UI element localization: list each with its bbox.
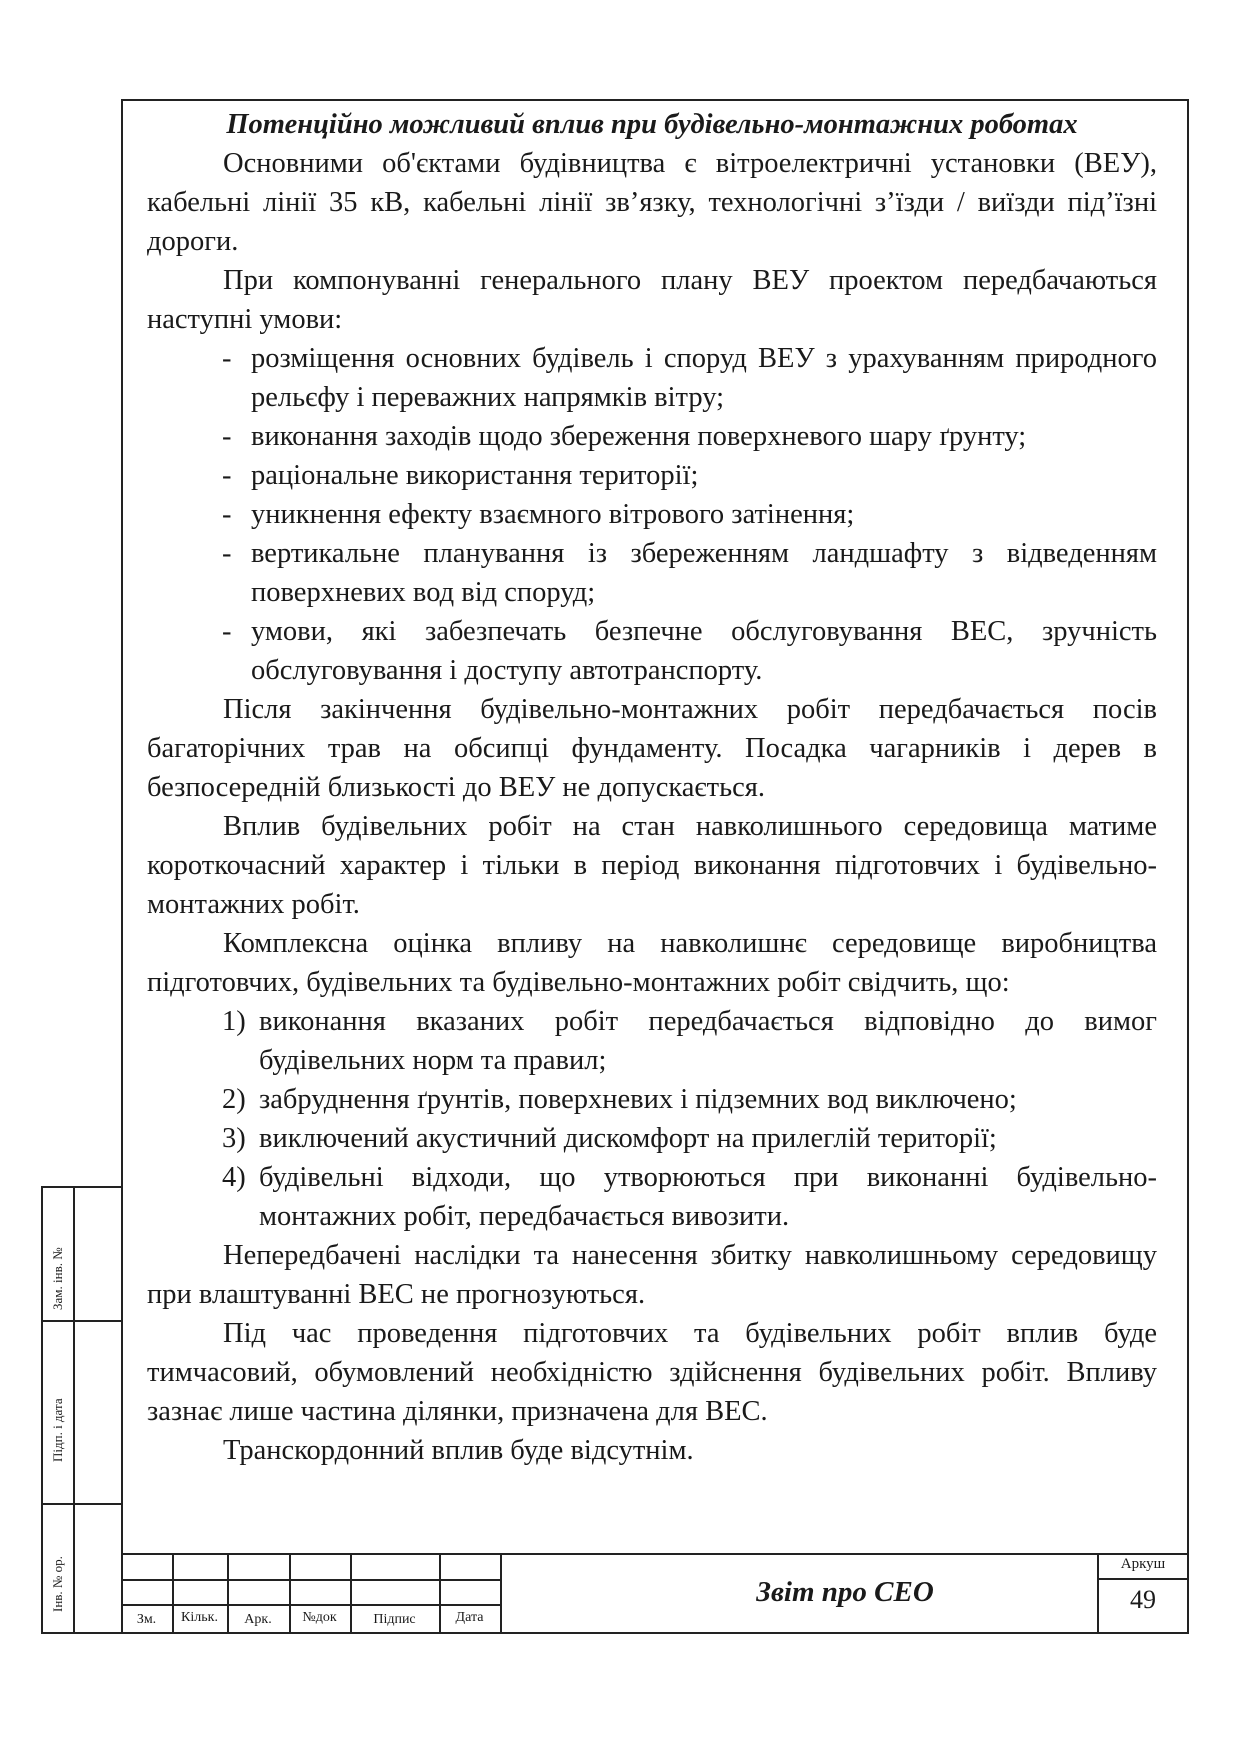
list-item: 1) виконання вказаних робіт передбачається відповідно до вимог будівельних норм та правил; [222, 1006, 1157, 1076]
paragraph-1: Основними об'єктами будівництва є вітроелектричні установки (ВЕУ), кабельні лінії 35 кВ, кабельні лінії зв’язку, технологічні з’їзди / виїзди під’їзні дороги. [147, 148, 1157, 257]
col-kilk: Кільк. [181, 1610, 218, 1625]
side-divider [73, 1186, 75, 1634]
side-divider [41, 1503, 123, 1505]
col-data: Дата [455, 1610, 484, 1625]
sheet-number: 49 [1130, 1585, 1156, 1614]
list-item: - виконання заходів щодо збереження поверхневого шару ґрунту; [222, 421, 1027, 452]
col-ark: Арк. [244, 1612, 272, 1627]
sheet-label: Аркуш [1120, 1556, 1166, 1572]
conditions-list [147, 339, 1157, 690]
paragraph-6: Непередбачені наслідки та нанесення збитку навколишньому середовищу при влаштуванні ВЕС не прогнозуються. [147, 1240, 1157, 1310]
list-item: 3) виключений акустичний дискомфорт на прилеглій території; [222, 1123, 997, 1154]
paragraph-8: Транскордонний вплив буде відсутнім. [223, 1435, 694, 1466]
list-item: - умови, які забезпечать безпечне обслуговування ВЕС, зручність обслуговування і доступу автотранспорту. [222, 616, 1157, 686]
document-body [147, 105, 1157, 1470]
title-block-line [121, 1579, 501, 1581]
pidp-data-label: Підп. і дата [50, 1398, 65, 1462]
title-block-line [500, 1553, 502, 1634]
section-heading: Потенційно можливий вплив при будівельно-монтажних роботах [226, 109, 1078, 140]
paragraph-4: Вплив будівельних робіт на стан навколишнього середовища матиме короткочасний характер і тільки в період виконання підготовчих і будівельно-монтажних робіт. [147, 811, 1157, 920]
paragraph-3: Після закінчення будівельно-монтажних робіт передбачається посів багаторічних трав на обсипці фундаменту. Посадка чагарників і дерев в безпосередній близькості до ВЕУ не допускається. [147, 694, 1157, 803]
list-item: - уникнення ефекту взаємного вітрового затінення; [222, 499, 855, 530]
list-item: - раціональне використання території; [222, 460, 699, 491]
document-title: Звіт про СЕО [756, 1576, 934, 1608]
list-item: - розміщення основних будівель і споруд ВЕУ з урахуванням природного рельєфу і переважних напрямків вітру; [222, 343, 1157, 413]
list-item: 4) будівельні відходи, що утворюються при виконанні будівельно-монтажних робіт, передбачається вивозити. [222, 1162, 1157, 1232]
title-block-line [121, 1604, 501, 1606]
paragraph-5: Комплексна оцінка впливу на навколишнє середовище виробництва підготовчих, будівельних та будівельно-монтажних робіт свідчить, що: [147, 928, 1157, 998]
title-block-line [1097, 1578, 1188, 1580]
zam-inv-label: Зам. інв. № [50, 1247, 65, 1310]
list-item: 2) забруднення ґрунтів, поверхневих і підземних вод виключено; [222, 1084, 1017, 1115]
paragraph-2: При компонуванні генерального плану ВЕУ проектом передбачаються наступні умови: [147, 265, 1157, 335]
side-divider [41, 1320, 123, 1322]
col-zm: Зм. [136, 1612, 157, 1627]
col-ndok: №док [302, 1610, 337, 1625]
assessment-list [147, 1002, 1157, 1236]
inv-or-label: Інв. № ор. [50, 1556, 65, 1612]
list-item: - вертикальне планування із збереженням ландшафту з відведенням поверхневих вод від споруд; [222, 538, 1157, 608]
col-pidpys: Підпис [373, 1612, 416, 1627]
paragraph-7: Під час проведення підготовчих та будівельних робіт вплив буде тимчасовий, обумовлений необхідністю здійснення будівельних робіт. Впливу зазнає лише частина ділянки, призначена для ВЕС. [147, 1318, 1157, 1427]
